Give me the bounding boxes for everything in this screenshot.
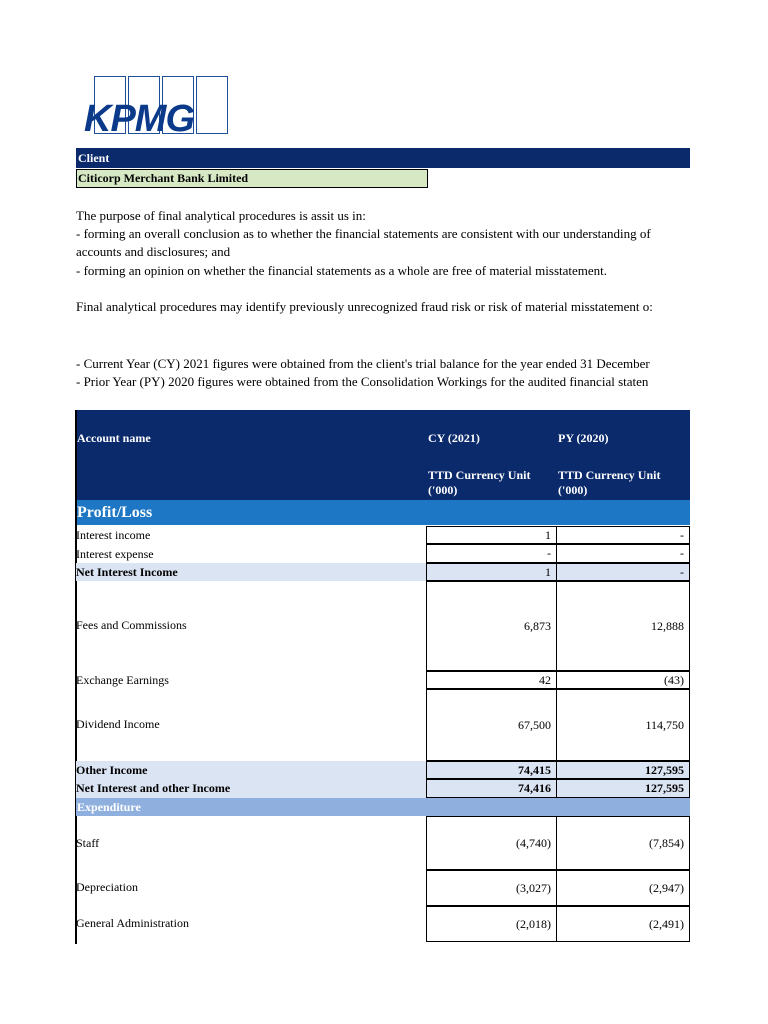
col-py-header: PY (2020) [558,431,609,445]
cy-value[interactable]: 67,500 [426,689,557,761]
col-py-unit: TTD Currency Unit [558,468,661,482]
row-label: General Administration [76,916,189,930]
py-value[interactable]: (7,854) [556,816,690,870]
row-label: Other Income [76,763,148,777]
row-label: Interest income [76,528,151,542]
logo-box [196,76,228,134]
py-value[interactable]: - [556,526,690,544]
py-value[interactable]: (43) [556,671,690,689]
row-label: Interest expense [76,547,154,561]
cy-value[interactable]: (3,027) [426,870,557,906]
row-label: Net Interest and other Income [76,781,231,795]
row-label: Net Interest Income [76,565,178,579]
table-row [76,870,690,906]
col-py-unit: ('000) [558,483,588,497]
cy-value[interactable]: (4,740) [426,816,557,870]
intro-line: - forming an overall conclusion as to whether the financial statements are consistent with our understanding of [76,226,651,241]
cy-value[interactable]: 42 [426,671,557,689]
cy-value[interactable]: 74,415 [426,761,557,779]
py-value[interactable]: 12,888 [556,581,690,671]
row-label: Depreciation [76,880,138,894]
py-value[interactable]: (2,947) [556,870,690,906]
intro-line: accounts and disclosures; and [76,244,231,259]
table-row [76,906,690,942]
table-row [76,816,690,870]
cy-value[interactable]: 74,416 [426,779,557,798]
py-value[interactable]: - [556,563,690,581]
cy-value[interactable]: (2,018) [426,906,557,942]
py-value[interactable]: 127,595 [556,761,690,779]
py-value[interactable]: - [556,544,690,563]
table-row [76,689,690,761]
table-row [76,779,690,798]
py-value[interactable]: 127,595 [556,779,690,798]
row-label: Dividend Income [76,717,160,731]
intro-line: - Prior Year (PY) 2020 figures were obtained from the Consolidation Workings for the audited financial staten [76,374,649,389]
cy-value[interactable]: 1 [426,526,557,544]
client-header: Client [76,148,690,168]
kpmg-logo [84,76,229,138]
cy-value[interactable]: 6,873 [426,581,557,671]
col-cy-unit: TTD Currency Unit [428,468,531,482]
py-value[interactable]: 114,750 [556,689,690,761]
intro-line: The purpose of final analytical procedures is assit us in: [76,208,366,223]
intro-line: Final analytical procedures may identify previously unrecognized fraud risk or risk of material misstatement o: [76,299,653,314]
table-row [76,526,690,544]
table-row [76,544,690,563]
table-row [76,563,690,581]
py-value[interactable]: (2,491) [556,906,690,942]
section-profit-loss: Profit/Loss [76,500,690,525]
row-label: Fees and Commissions [76,618,187,632]
table-row [76,581,690,671]
intro-line: - Current Year (CY) 2021 figures were obtained from the client's trial balance for the year ended 31 December [76,356,650,371]
cy-value[interactable]: 1 [426,563,557,581]
col-cy-unit: ('000) [428,483,458,497]
table-header [76,410,690,500]
row-label: Staff [76,836,100,850]
section-expenditure: Expenditure [76,798,690,816]
col-cy-header: CY (2021) [428,431,480,445]
table-row [76,761,690,779]
col-account-header: Account name [77,431,151,445]
row-label: Exchange Earnings [76,673,169,687]
client-name-cell[interactable]: Citicorp Merchant Bank Limited [76,169,428,188]
cy-value[interactable]: - [426,544,557,563]
table-row [76,671,690,689]
logo-wordmark: KPMG [84,98,194,140]
intro-line: - forming an opinion on whether the financial statements as a whole are free of material misstatement. [76,263,608,278]
